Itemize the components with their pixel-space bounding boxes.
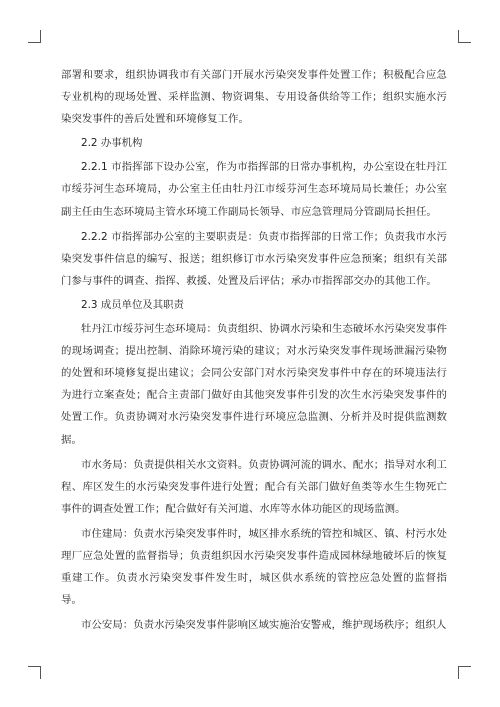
section-heading-2-3: 2.3 成员单位及其职责 [81,298,184,311]
paragraph-environment-bureau: 牡丹江市绥芬河生态环境局：负责组织、协调水污染和生态破坏水污染突发事件的现场调查；提出控制、消除环境污染的建议；对水污染突发事件现场泄漏污染物的处置和环境修复提出建议；会同公安部门对水污染突发事件中存在的环境违法行为进行立案查处；配合主责部门做好由其他突发事件引发的次生水污染突发事件的处置工作。负责协调对水污染突发事件进行环境应急监测、分析并及时提供监测数据。 [61,323,447,446]
paragraph-continued: 部署和要求，组织协调我市有关部门开展水污染突发事件处置工作；积极配合应急专业机构的现场处置、采样监测、物资调集、专用设备供给等工作；组织实施水污染突发事件的善后处置和环境修复工作。 [61,69,447,126]
paragraph-police-bureau: 市公安局：负责水污染突发事件影响区域实施治安警戒，维护现场秩序；组织人 [81,619,447,632]
paragraph-housing-bureau: 市住建局：负责水污染突发事件时，城区排水系统的管控和城区、镇、村污水处理厂应急处置的监督指导；负责组织因水污染突发事件造成园林绿地破坏后的恢复重建工作。负责水污染突发事件发生时，城区供水系统的管控应急处置的监督指导。 [61,527,447,607]
paragraph-2-2-1: 2.2.1 市指挥部下设办公室，作为市指挥部的日常办事机构，办公室设在牡丹江市绥芬河生态环境局，办公室主任由牡丹江市绥芬河生态环境局局长兼任；办公室副主任由生态环境局主管水环境工作副局长领导、市应急管理局分管副局长担任。 [61,161,447,218]
paragraph-water-bureau: 市水务局：负责提供相关水文资料。负责协调河流的调水、配水；指导对水利工程、库区发生的水污染突发事件进行处置；配合有关部门做好鱼类等水生生物死亡事件的调查处置工作；配合做好有关河道、水库等水体功能区的现场监测。 [61,458,447,515]
document-body [61,64,447,636]
crop-mark-top-right [458,30,471,43]
crop-mark-top-left [28,30,41,43]
crop-mark-bottom-right [458,666,471,679]
section-heading-2-2: 2.2 办事机构 [81,137,143,150]
crop-mark-bottom-left [28,666,41,679]
paragraph-2-2-2: 2.2.2 市指挥部办公室的主要职责是：负责市指挥部的日常工作；负责我市水污染突发事件信息的编写、报送；组织修订市水污染突发事件应急预案；组织有关部门参与事件的调查、指挥、救援、处置及后评估；承办市指挥部交办的其他工作。 [61,230,447,287]
